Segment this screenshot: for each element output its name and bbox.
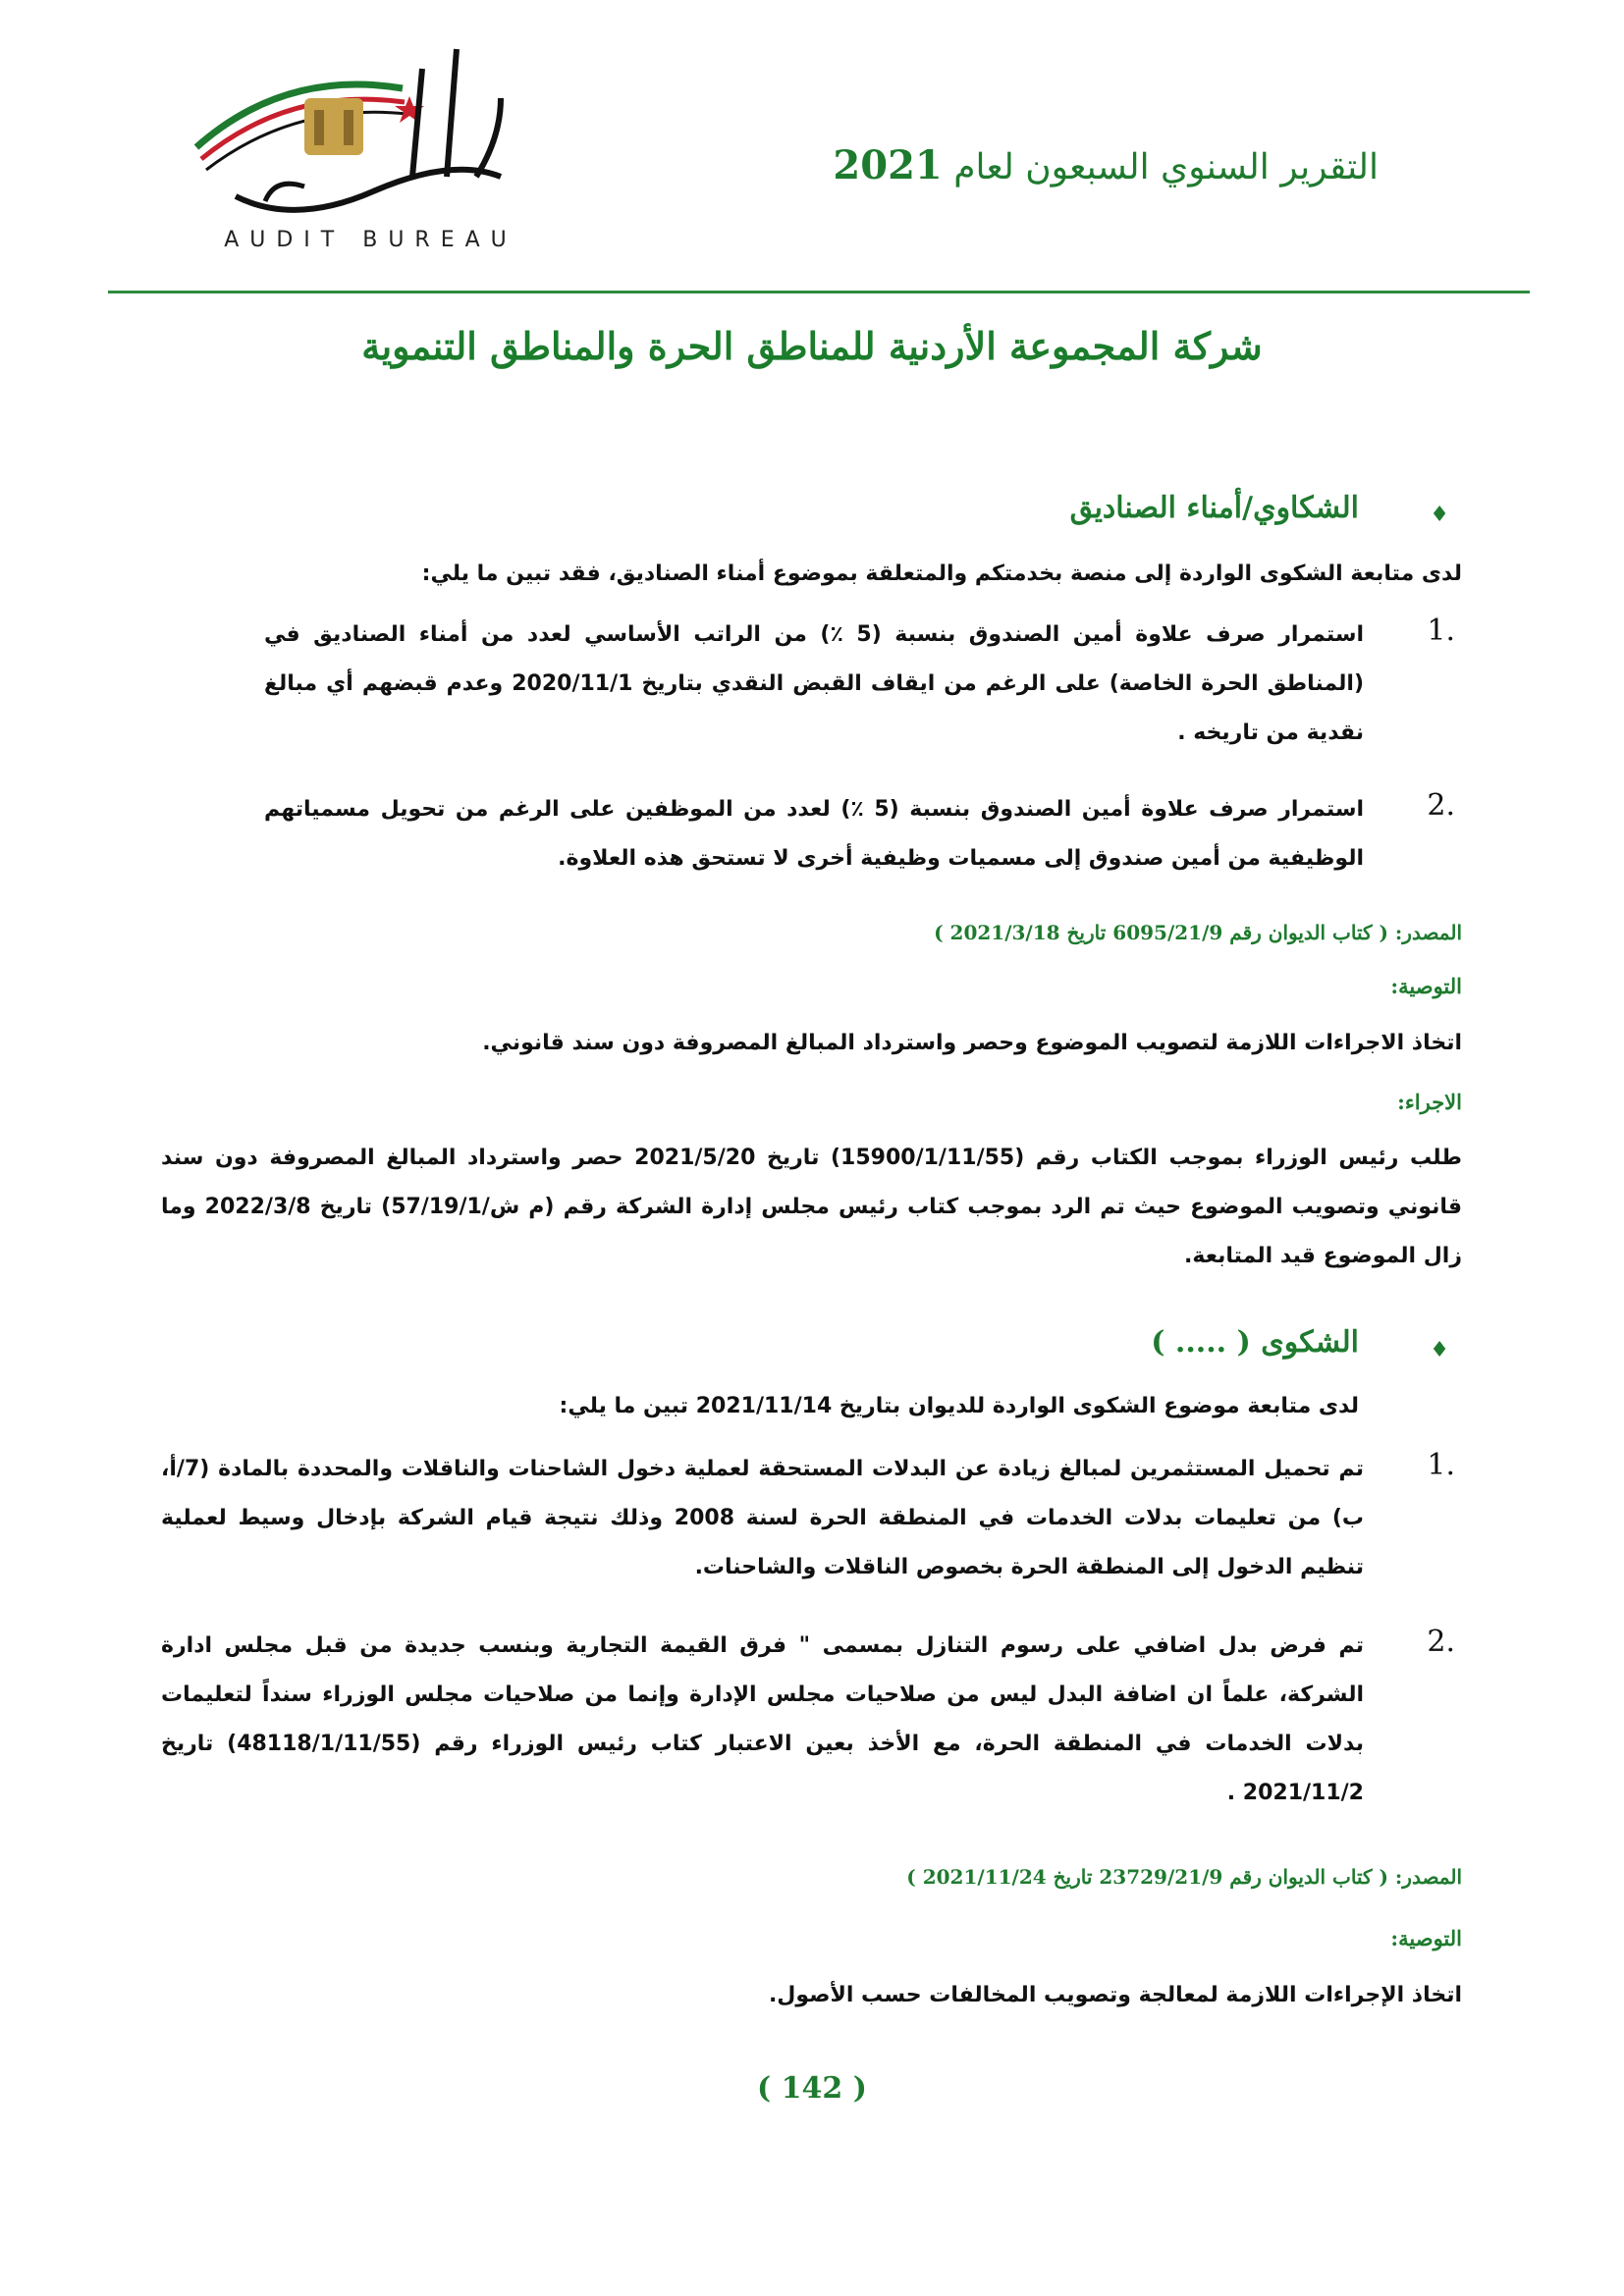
report-year: 2021	[833, 142, 943, 188]
section-bullet-icon: ♦	[1430, 1338, 1449, 1362]
report-title	[833, 142, 1379, 188]
report-title-text: التقرير السنوي السبعون لعام	[953, 147, 1379, 187]
recommendation-label: التوصية:	[1390, 974, 1462, 998]
action-text: طلب رئيس الوزراء بموجب الكتاب رقم (15900/1/11/55) تاريخ 2021/5/20 حصر واسترداد المبالغ المصروفة دون سند قانوني وتصويب الموضوع حيث تم الرد بموجب كتاب رئيس مجلس إدارة الشركة رقم (م ش/57/19/1) تاريخ 2022/3/8 وما زال الموضوع قيد المتابعة.	[161, 1146, 1463, 1268]
list-item: تم فرض بدل اضافي على رسوم التنازل بمسمى " فرق القيمة التجارية وبنسب جديدة من قبل مجلس ادارة الشركة، علماً ان اضافة البدل ليس من صلاحيات مجلس الإدارة وإنما من صلاحيات مجلس الوزراء سنداً لتعليمات بدلات الخدمات في المنطقة الحرة، مع الأخذ بعين الاعتبار كتاب رئيس الوزراء رقم (48118/1/11/55) تاريخ 2021/11/2 .	[161, 1633, 1364, 1805]
list-item: تم تحميل المستثمرين لمبالغ زيادة عن البدلات المستحقة لعملية دخول الشاحنات والناقلات والمحددة بالمادة (7/أ، ب) من تعليمات بدلات الخدمات في المنطقة الحرة لسنة 2008 وذلك نتيجة قيام الشركة بإدخال وسيط لعملية تنظيم الدخول إلى المنطقة الحرة بخصوص الناقلات والشاحنات.	[161, 1457, 1365, 1579]
list-number: 2.	[1427, 1625, 1455, 1659]
page-number: ( 142 )	[757, 2071, 867, 2106]
list-number: 1.	[1427, 614, 1455, 648]
recommendation-text: اتخاذ الاجراءات اللازمة لتصويب الموضوع وحصر واسترداد المبالغ المصروفة دون سند قانوني.	[482, 1031, 1462, 1055]
company-title: شركة المجموعة الأردنية للمناطق الحرة والمناطق التنموية	[361, 324, 1263, 368]
list-item: استمرار صرف علاوة أمين الصندوق بنسبة (5 ٪) لعدد من الموظفين على الرغم من تحويل مسمياتهم الوظيفية من أمين صندوق إلى مسميات وظيفية أخرى لا تستحق هذه العلاوة.	[264, 797, 1364, 871]
recommendation-label: التوصية:	[1390, 1926, 1462, 1950]
section1-intro: لدى متابعة الشكوى الواردة إلى منصة بخدمتكم والمتعلقة بموضوع أمناء الصناديق، فقد تبين ما يلي:	[421, 561, 1462, 586]
source-reference: المصدر: ( كتاب الديوان رقم 23729/21/9 تاريخ 2021/11/24 )	[906, 1865, 1462, 1889]
action-label: الاجراء:	[1397, 1090, 1462, 1114]
section2-intro: لدى متابعة موضوع الشكوى الواردة للديوان بتاريخ 2021/11/14 تبين ما يلي:	[559, 1394, 1359, 1418]
section2-heading: الشكوى ( ..... )	[1151, 1325, 1359, 1360]
section-bullet-icon: ♦	[1430, 503, 1449, 527]
list-number: 2.	[1427, 788, 1455, 823]
audit-bureau-logo	[177, 29, 560, 255]
section1-heading: الشكاوي/أمناء الصناديق	[1069, 491, 1359, 525]
logo-english-text: AUDIT BUREAU	[224, 228, 517, 252]
list-number: 1.	[1427, 1448, 1455, 1482]
header-divider	[108, 291, 1530, 294]
source-reference: المصدر: ( كتاب الديوان رقم 6095/21/9 تاريخ 2021/3/18 )	[934, 921, 1462, 944]
list-item: استمرار صرف علاوة أمين الصندوق بنسبة (5 ٪) من الراتب الأساسي لعدد من أمناء الصناديق في (المناطق الحرة الخاصة) على الرغم من ايقاف القبض النقدي بتاريخ 2020/11/1 وعدم قبضهم أي مبالغ نقدية من تاريخه .	[264, 622, 1365, 745]
recommendation-text: اتخاذ الإجراءات اللازمة لمعالجة وتصويب المخالفات حسب الأصول.	[768, 1983, 1462, 2007]
